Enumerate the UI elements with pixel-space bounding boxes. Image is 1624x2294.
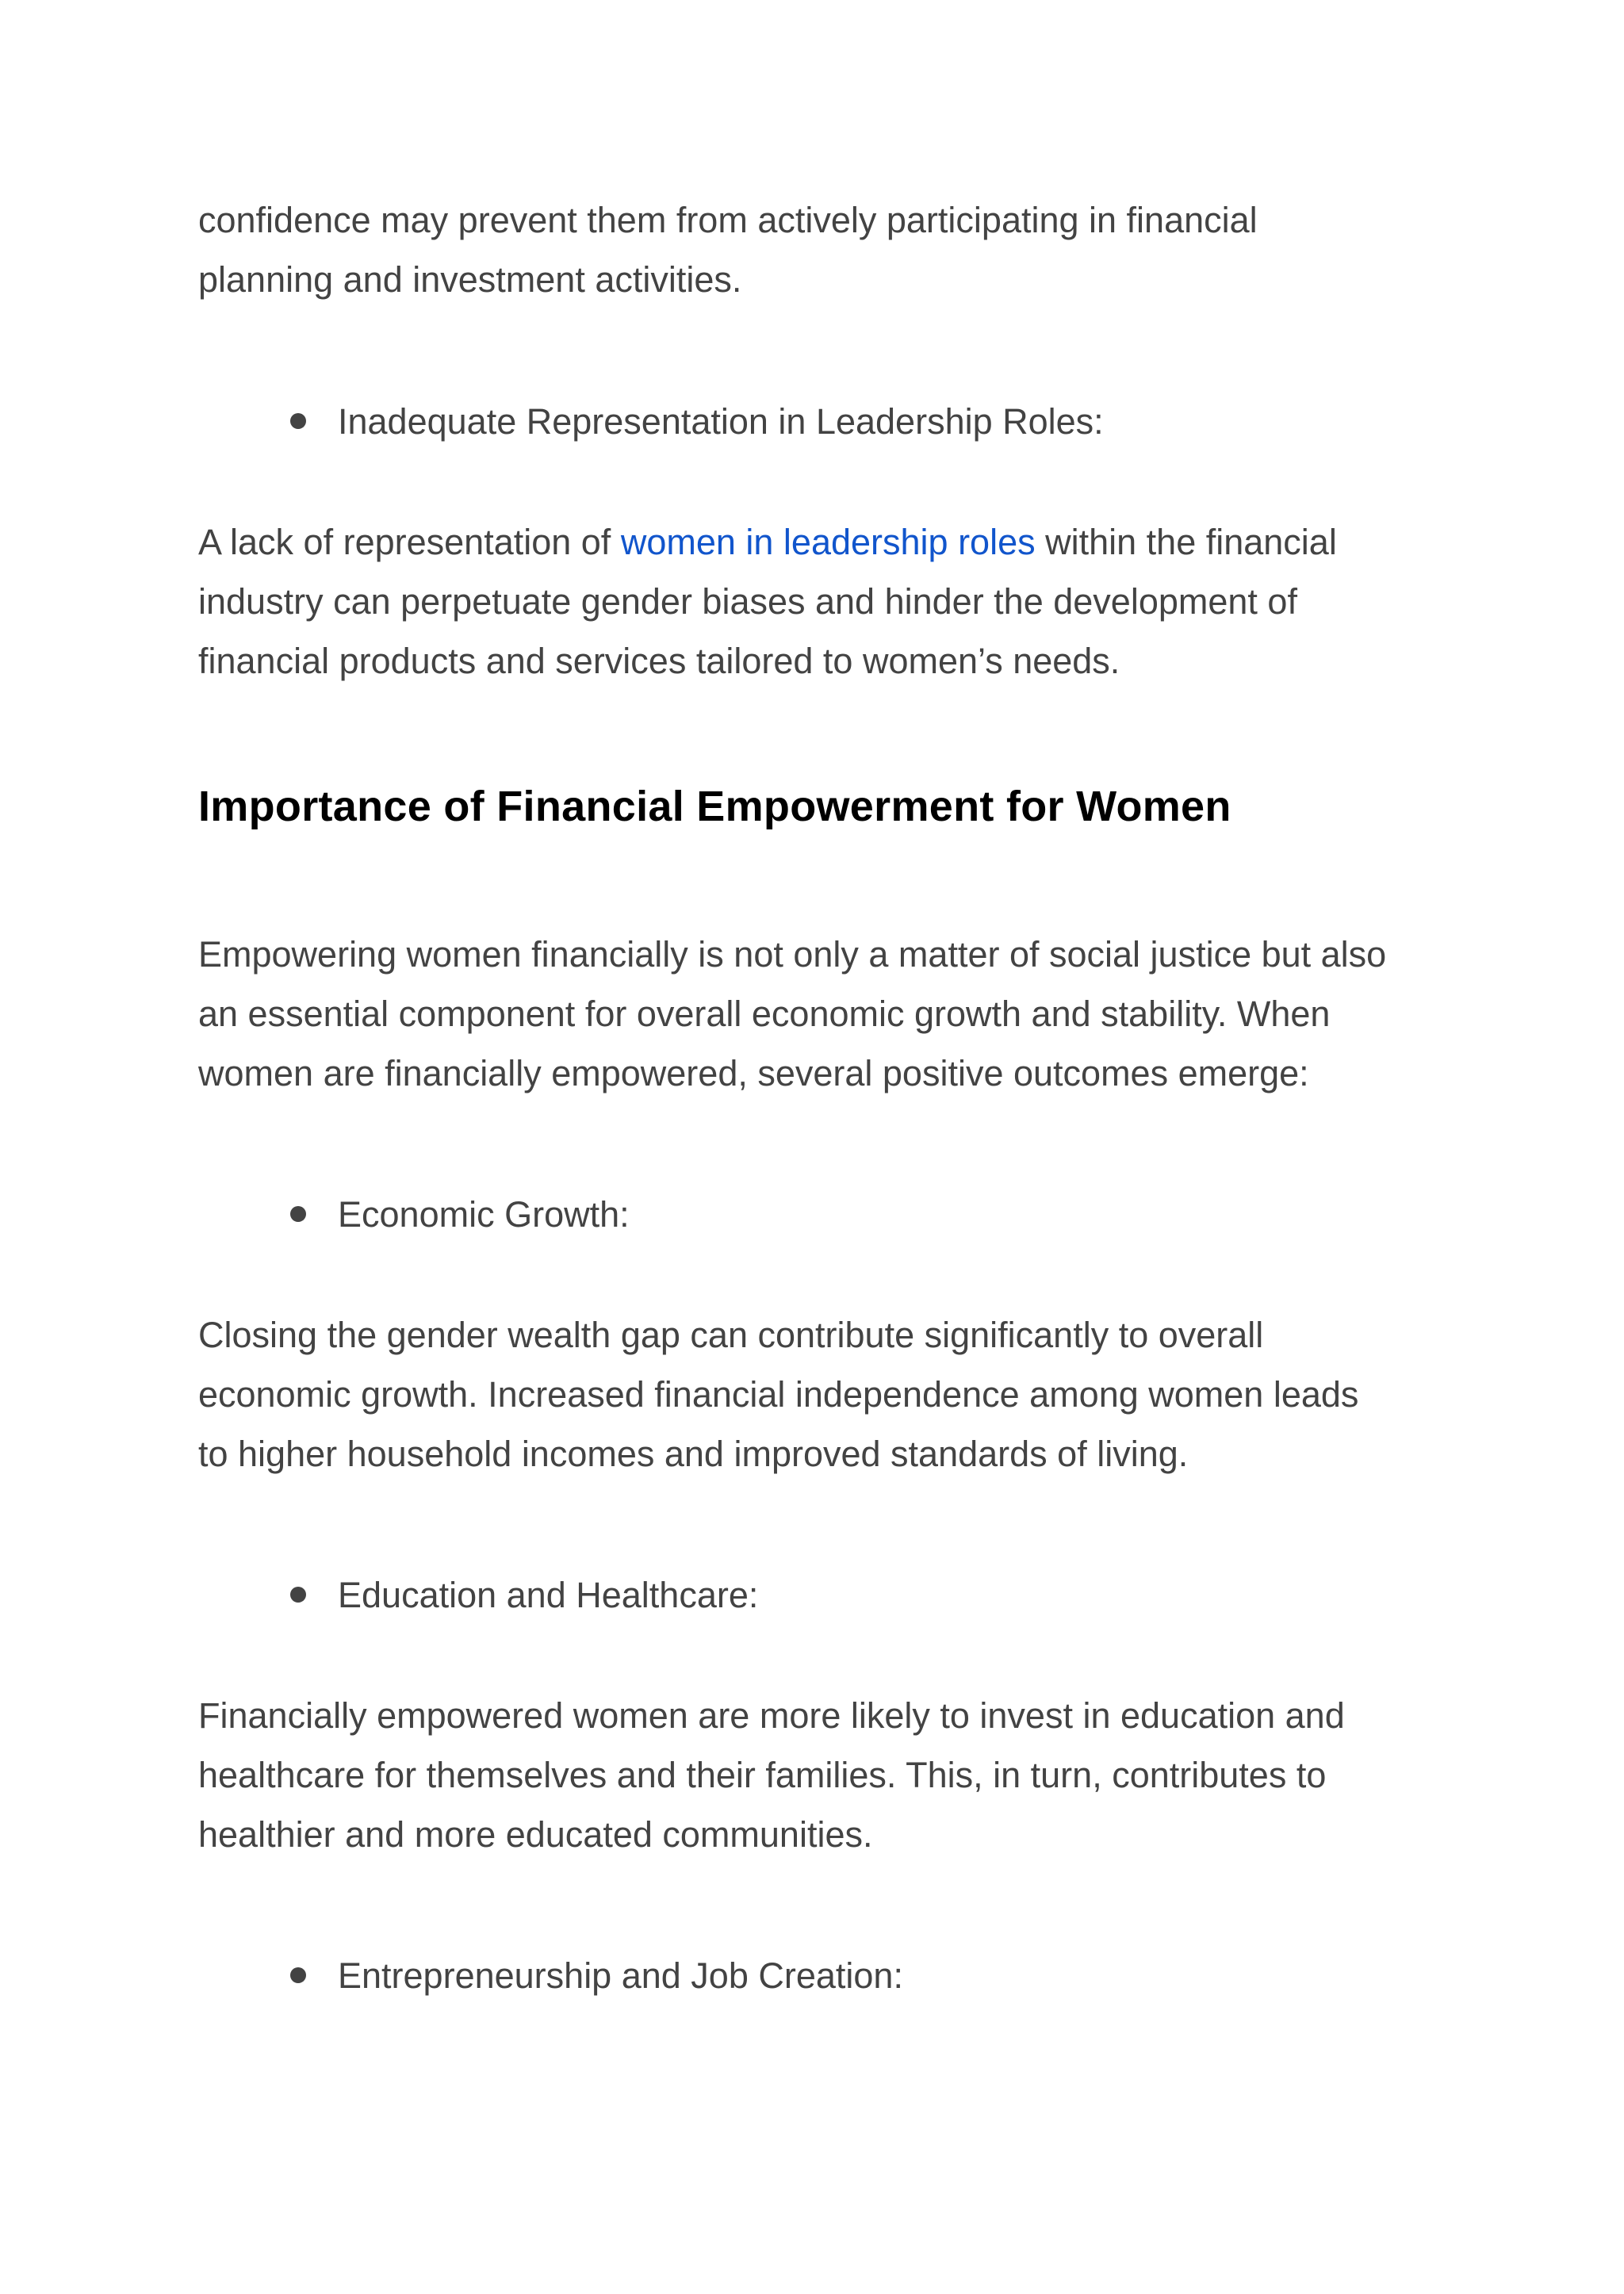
paragraph-line-1 [198,512,1435,572]
paragraph-line-3: financial products and services tailored to women’s needs. [198,641,1120,681]
bullet-dot-icon [290,413,306,429]
paragraph-education-healthcare [198,1686,1435,1864]
paragraph-line-2: economic growth. Increased financial independence among women leads [198,1374,1359,1415]
bullet-label: Inadequate Representation in Leadership Roles: [338,401,1104,442]
text-before-link: A lack of representation of [198,522,621,562]
paragraph-line-3: to higher household incomes and improved standards of living. [198,1434,1189,1474]
paragraph-economic-growth [198,1305,1435,1484]
intro-paragraph [198,190,1435,309]
paragraph-line-3: healthier and more educated communities. [198,1814,873,1855]
bullet-label: Education and Healthcare: [338,1575,759,1615]
women-in-leadership-link[interactable]: women in leadership roles [620,522,1036,562]
paragraph-line-1: Empowering women financially is not only a matter of social justice but also [198,934,1387,975]
intro-line-2: planning and investment activities. [198,259,742,300]
bullet-dot-icon [290,1967,306,1983]
paragraph-empowerment [198,925,1435,1103]
bullet-label: Entrepreneurship and Job Creation: [338,1955,903,1996]
section-heading: Importance of Financial Empowerment for Women [198,783,1231,830]
bullet-dot-icon [290,1206,306,1222]
intro-line-1: confidence may prevent them from actively participating in financial [198,200,1258,240]
bullet-item-leadership [290,392,1104,451]
bullet-item-economic-growth [290,1185,630,1244]
paragraph-line-1: Financially empowered women are more likely to invest in education and [198,1695,1345,1736]
paragraph-line-2: healthcare for themselves and their families. This, in turn, contributes to [198,1755,1327,1795]
text-after-link: within the financial [1035,522,1337,562]
paragraph-leadership [198,512,1435,691]
bullet-dot-icon [290,1587,306,1603]
paragraph-line-1: Closing the gender wealth gap can contribute significantly to overall [198,1315,1264,1355]
bullet-item-entrepreneurship [290,1946,903,2005]
paragraph-line-2: an essential component for overall economic growth and stability. When [198,994,1331,1034]
bullet-label: Economic Growth: [338,1194,630,1235]
paragraph-line-2: industry can perpetuate gender biases and hinder the development of [198,581,1297,622]
bullet-item-education-healthcare [290,1565,758,1625]
paragraph-line-3: women are financially empowered, several positive outcomes emerge: [198,1053,1309,1093]
